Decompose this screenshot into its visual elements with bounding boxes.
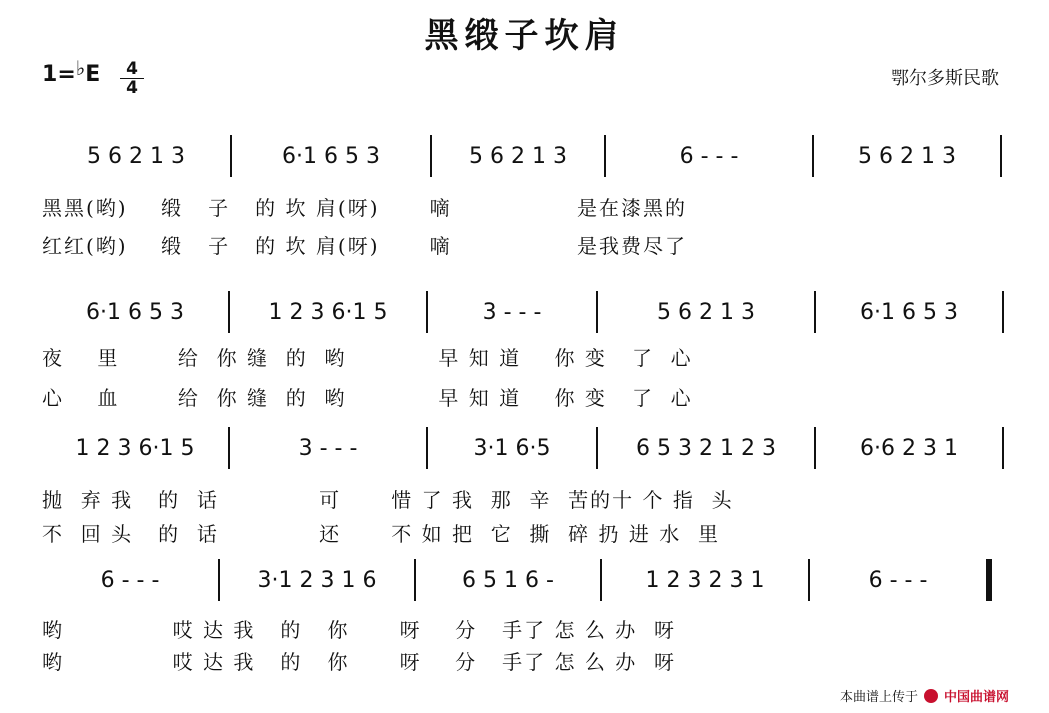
site-logo-icon [924, 689, 938, 703]
song-source: 鄂尔多斯民歌 [891, 68, 999, 89]
measure: 6·1 6 5 3 [860, 299, 958, 325]
lyrics-verse-1: 抛 弃 我 的 话 可 惜 了 我 那 辛 苦的十 个 指 头 [42, 488, 734, 512]
time-signature-top: 4 [120, 60, 144, 79]
lyrics-verse-2: 不 回 头 的 话 还 不 如 把 它 撕 碎 扔 进 水 里 [42, 522, 720, 546]
measure: 5 6 2 1 3 [87, 143, 185, 169]
footer-prefix: 本曲谱上传于 [839, 690, 918, 705]
measure: 6 - - - [100, 567, 160, 593]
measure: 3 - - - [298, 435, 358, 461]
measure: 6 5 3 2 1 2 3 [636, 435, 776, 461]
measure: 6 - - - [868, 567, 928, 593]
measure: 3 - - - [482, 299, 542, 325]
key-equals: = [57, 62, 76, 87]
lyrics-verse-2: 红红(哟) 缎 子 的 坎 肩(呀) 嘀 是我费尽了 [42, 234, 688, 258]
measure: 6 5 1 6 - [462, 567, 554, 593]
lyrics-verse-1: 哟 哎 达 我 的 你 呀 分 手了 怎 么 办 呀 [42, 618, 676, 642]
measure: 5 6 2 1 3 [469, 143, 567, 169]
measure: 6 - - - [679, 143, 739, 169]
key-prefix: 1 [42, 62, 58, 87]
measure: 3·1 6·5 [473, 435, 551, 461]
footer-site[interactable]: 中国曲谱网 [943, 690, 1009, 705]
notes-row [42, 550, 1004, 610]
final-barline [986, 559, 992, 601]
lyrics-verse-1: 夜 里 给 你 缝 的 哟 早 知 道 你 变 了 心 [42, 346, 693, 370]
measure: 3·1 2 3 1 6 [257, 567, 377, 593]
time-signature [120, 60, 144, 97]
measure: 6·1 6 5 3 [282, 143, 380, 169]
key-note: E [85, 62, 101, 87]
notes-row [42, 282, 1004, 342]
measure: 5 6 2 1 3 [858, 143, 956, 169]
notes-row [42, 126, 1004, 186]
footer [840, 686, 1009, 705]
flat-symbol: ♭ [75, 56, 86, 80]
barline [1002, 291, 1004, 333]
barline [1002, 427, 1004, 469]
measure: 1 2 3 2 3 1 [645, 567, 765, 593]
measure: 6·6 2 3 1 [860, 435, 958, 461]
notes-row [42, 418, 1004, 478]
lyrics-verse-1: 黑黑(哟) 缎 子 的 坎 肩(呀) 嘀 是在漆黑的 [42, 196, 688, 220]
key-signature [42, 56, 101, 87]
song-title: 黑缎子坎肩 [424, 16, 625, 56]
measure: 6·1 6 5 3 [86, 299, 184, 325]
lyrics-verse-2: 心 血 给 你 缝 的 哟 早 知 道 你 变 了 心 [42, 386, 693, 410]
time-signature-bottom: 4 [126, 78, 138, 98]
barline [1000, 135, 1002, 177]
measure: 5 6 2 1 3 [657, 299, 755, 325]
measure: 1 2 3 6·1 5 [75, 435, 195, 461]
lyrics-verse-2: 哟 哎 达 我 的 你 呀 分 手了 怎 么 办 呀 [42, 650, 676, 674]
measure: 1 2 3 6·1 5 [268, 299, 388, 325]
